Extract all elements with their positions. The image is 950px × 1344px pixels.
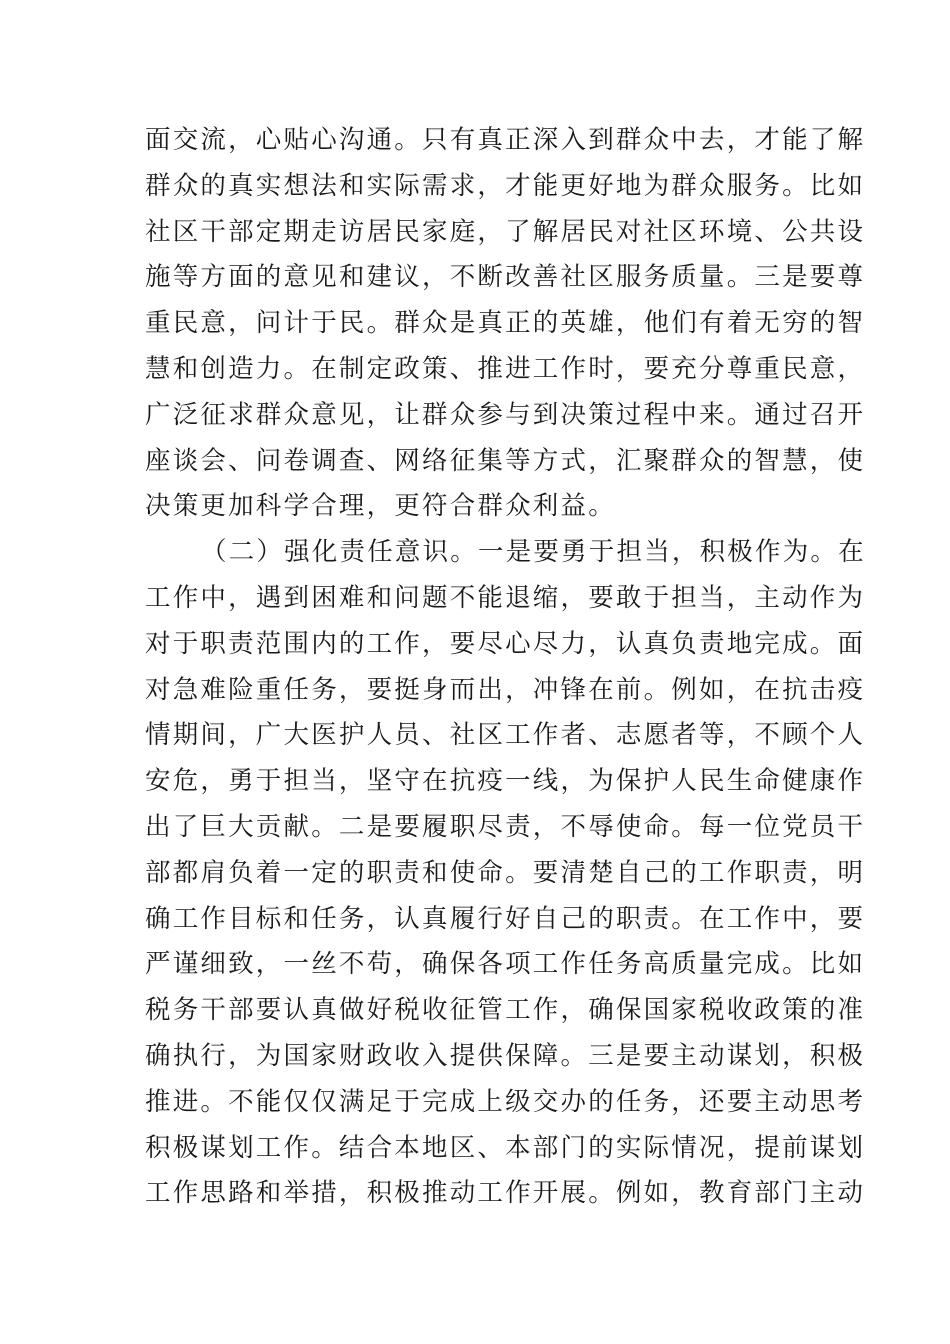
text-line: 严谨细致，一丝不苟，确保各项工作任务高质量完成。比如 bbox=[145, 949, 866, 980]
text-line: 面交流，心贴心沟通。只有真正深入到群众中去，才能了解 bbox=[145, 125, 866, 155]
text-line: 安危，勇于担当，坚守在抗疫一线，为保护人民生命健康作 bbox=[145, 766, 866, 797]
text-line: 对急难险重任务，要挺身而出，冲锋在前。例如，在抗击疫 bbox=[145, 674, 866, 705]
section-heading-line: （二）强化责任意识。一是要勇于担当，积极作为。在 bbox=[201, 537, 866, 568]
text-line: 税务干部要认真做好税收征管工作，确保国家税收政策的准 bbox=[145, 995, 866, 1026]
text-line: 出了巨大贡献。二是要履职尽责，不辱使命。每一位党员干 bbox=[145, 811, 866, 842]
text-line: 积极谋划工作。结合本地区、本部门的实际情况，提前谋划 bbox=[145, 1132, 866, 1163]
text-line: 确工作目标和任务，认真履行好自己的职责。在工作中，要 bbox=[145, 903, 866, 934]
text-line: 部都肩负着一定的职责和使命。要清楚自己的工作职责，明 bbox=[145, 857, 866, 888]
body-text bbox=[145, 118, 866, 1217]
text-line: 推进。不能仅仅满足于完成上级交办的任务，还要主动思考 bbox=[145, 1086, 866, 1117]
text-line: 社区干部定期走访居民家庭，了解居民对社区环境、公共设 bbox=[145, 216, 866, 247]
text-line: 施等方面的意见和建议，不断改善社区服务质量。三是要尊 bbox=[145, 262, 866, 293]
text-line: 工作中，遇到困难和问题不能退缩，要敢于担当，主动作为 bbox=[145, 582, 866, 613]
text-line: 群众的真实想法和实际需求，才能更好地为群众服务。比如 bbox=[145, 170, 866, 201]
text-line: 广泛征求群众意见，让群众参与到决策过程中来。通过召开 bbox=[145, 399, 866, 430]
text-line: 决策更加科学合理，更符合群众利益。 bbox=[145, 491, 616, 522]
text-line: 座谈会、问卷调查、网络征集等方式，汇聚群众的智慧，使 bbox=[145, 445, 866, 476]
text-line: 慧和创造力。在制定政策、推进工作时，要充分尊重民意， bbox=[145, 353, 866, 384]
text-line: 情期间，广大医护人员、社区工作者、志愿者等，不顾个人 bbox=[145, 720, 866, 751]
text-line: 对于职责范围内的工作，要尽心尽力，认真负责地完成。面 bbox=[145, 628, 866, 659]
text-line: 重民意，问计于民。群众是真正的英雄，他们有着无穷的智 bbox=[145, 308, 866, 339]
text-line: 工作思路和举措，积极推动工作开展。例如，教育部门主动 bbox=[145, 1178, 866, 1209]
text-line: 确执行，为国家财政收入提供保障。三是要主动谋划，积极 bbox=[145, 1040, 866, 1071]
